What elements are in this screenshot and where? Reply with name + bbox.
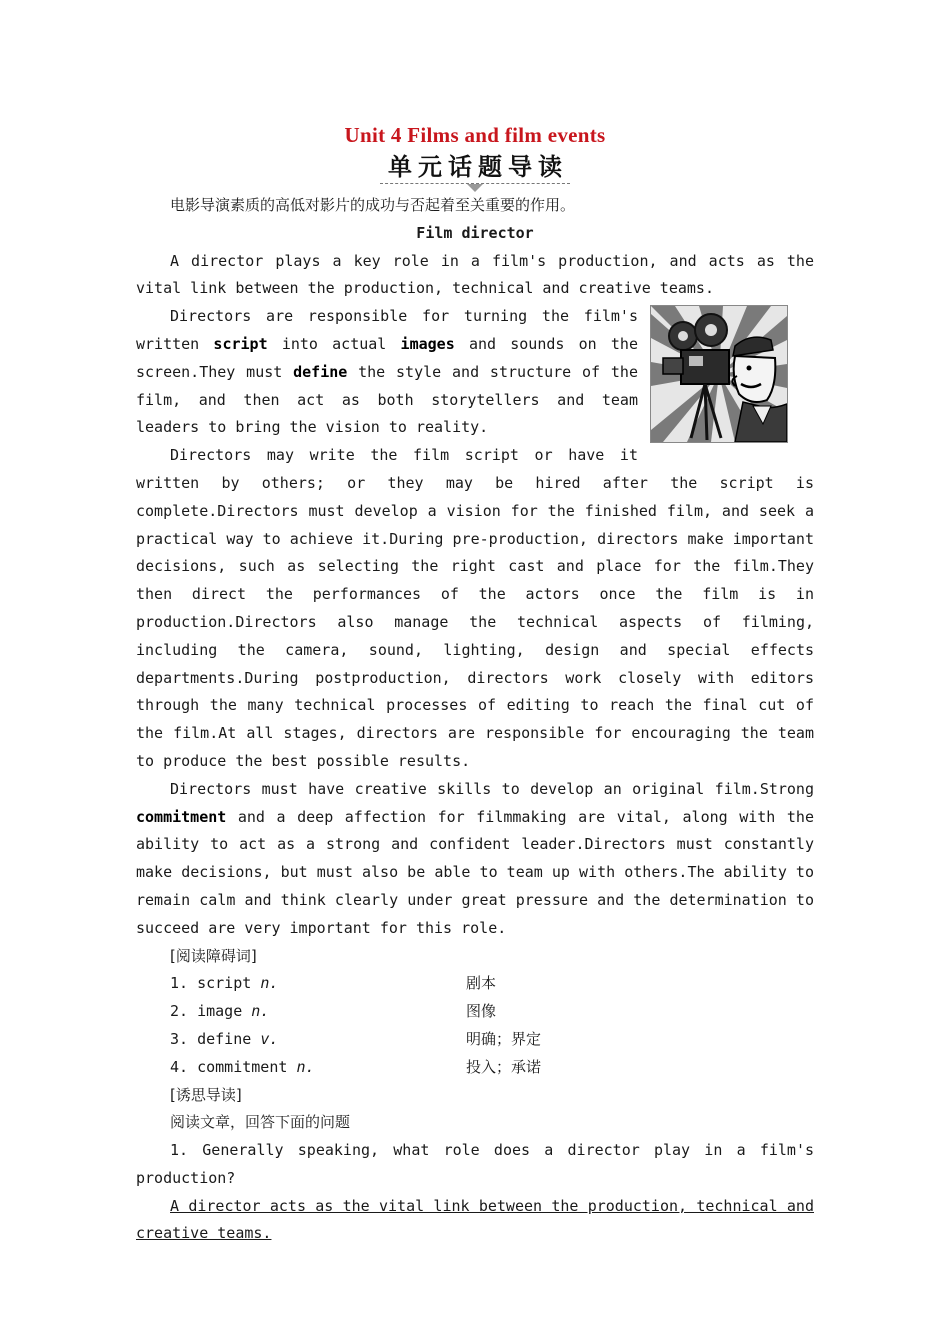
vocab-item [136,998,814,1026]
document-page [136,118,814,1248]
keyword-script: script [213,334,268,353]
vocab-word: commitment [197,1057,288,1076]
intro-text: 电影导演素质的高低对影片的成功与否起着至关重要的作用。 [170,196,576,214]
guide-instruction: 阅读文章，回答下面的问题 [170,1113,351,1132]
vocab-meaning: 投入；承诺 [466,1057,542,1076]
article-title: Film director [416,223,534,242]
paragraph-3: Directors may write the film script or have it written by others; or they may be hired after the script is complete.Directors must develop a vision for the finished film, and seek a practical way to achieve it.During pre-production, directors make important decisions, such as selecting the right cast and place for the film.They then direct the performances of the actors once the film is in production.Directors also manage the technical aspects of filming, including the camera, sound, lighting, design and special effects departments.During postproduction, directors work closely with editors through the many technical processes of editing to reach the final cut of the film.At all stages, directors are responsible for encouraging the team to produce the best possible results. [136,446,814,770]
paragraph-4 [136,776,814,943]
keyword-define: define [293,362,348,381]
topic-banner [136,152,814,192]
vocab-number: 3. [170,1029,189,1048]
vocab-pos: n. [251,1002,270,1021]
vocab-number: 2. [170,1002,189,1021]
keyword-commitment: commitment [136,807,227,826]
paragraph-4-text: Directors must have creative skills to develop an original film.Strong [170,779,814,798]
vocab-number: 1. [170,974,189,993]
answer-1: A director acts as the vital link between the production, technical and creative teams. [136,1196,814,1243]
vocab-item [136,1026,814,1054]
question-1: 1. Generally speaking, what role does a director play in a film's production? [136,1141,814,1187]
vocab-word: image [197,1002,243,1021]
film-director-illustration [650,305,788,443]
paragraph-2-text: into actual [267,334,401,353]
paragraph-2-text: the style and structure of the film, and then act as both storytellers and team leaders to bring the vision to reality. [136,362,638,437]
vocab-pos: v. [260,1029,279,1048]
paragraph-2-text: Directors are responsible for turning the film's written [136,307,638,353]
banner-arrow-icon [467,184,483,192]
unit-title: Unit 4 Films and film events [344,123,606,147]
banner-text: 单元话题导读 [380,152,570,184]
paragraph-1: A director plays a key role in a film's production, and acts as the vital link between the production, technical and creative teams. [136,251,814,298]
vocab-pos: n. [260,974,279,993]
vocab-word: script [197,974,252,993]
vocab-item [136,970,814,998]
vocab-label: [阅读障碍词] [170,946,257,965]
vocab-meaning: 剧本 [466,974,497,993]
vocab-pos: n. [296,1057,315,1076]
paragraph-2-text: and sounds on the screen.They must [136,334,638,381]
vocab-meaning: 图像 [466,1002,497,1021]
vocab-item [136,1054,814,1082]
paragraph-4-text: and a deep affection for filmmaking are vital, along with the ability to act as a strong and confident leader.Directors must constantly make decisions, but must also be able to team up with others.The ability to remain calm and think clearly under great pressure and the determination to succeed are very important for this role. [136,807,814,937]
guide-label: [诱思导读] [170,1085,242,1104]
vocab-meaning: 明确；界定 [466,1029,542,1048]
vocab-word: define [197,1029,252,1048]
vocab-number: 4. [170,1057,189,1076]
keyword-images: images [400,334,455,353]
